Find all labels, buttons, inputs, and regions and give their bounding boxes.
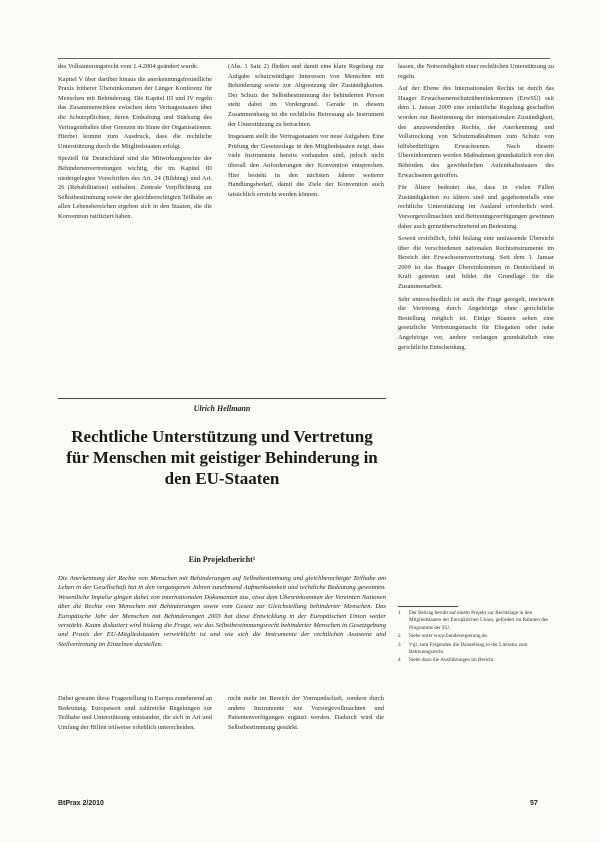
column-1-lower bbox=[58, 694, 212, 784]
article-title: Rechtliche Unterstützung und Vertretung für Menschen mit geistiger Behinderung in den EU-Staaten bbox=[66, 427, 378, 488]
paragraph: Dabei gewann diese Fragestellung in Europa zunehmend an Bedeutung. Europaweit sind zahlreiche Regelungen zur Teilhabe und Unterstützung entstanden, die sich in Art und Umfang der Hilfen teilweise erheblich unterscheiden. bbox=[58, 695, 212, 731]
paragraph: Kapitel V über darüber hinaus die anerkennungsfreundliche Praxis früherer Übereinkommen der Länger Konferenz für Menschen mit Behinderung. Die Kapitel III und IV regeln das Zusammenwirken zwischen dem Vertragsstaaten über die Schutzpflichten, deren Einhaltung und Stärkung des Vertragsinhaltes über Grenzen im Sinne der Organisationen. Hierbei kommt zum Ausdruck, dass die rechtliche Unterstützung durch die Mitgliedstaaten erfolgt. bbox=[58, 75, 212, 150]
paragraph: Soweit ersichtlich, fehlt bislang eine umfassende Übersicht über die verschiedenen nationalen Rechtsinstrumente im Bereich der Erwachsenenvertretung. Seit dem 1. Januar 2009 ist das Haager Übereinkommen in Deutschland in Kraft getreten und bildet die Grundlage für die Zusammenarbeit. bbox=[398, 235, 554, 291]
article-divider bbox=[58, 398, 386, 399]
footnote bbox=[398, 657, 554, 664]
footnote-number: 3 bbox=[398, 641, 401, 648]
page-number: 57 bbox=[530, 800, 538, 807]
paragraph: (Abs. 1 Satz 2) fließen und damit eine klare Regelung zur Aufgabe schutzwürdiger Interessen von Menschen mit Behinderung sowie zur Abgrenzung der Zuständigkeiten. Der Schutz der Selbstbestimmung der behinderten Person steht dabei im Vordergrund. Gerade in diesem Zusammenhang ist die rechtliche Betreuung als Instrument der Unterstützung zu betrachten. bbox=[228, 63, 384, 128]
column-3 bbox=[398, 62, 554, 602]
header-rule bbox=[58, 58, 550, 59]
paragraph: lassen, die Notwendigkeit einer rechtlichen Unterstützung zu regeln. bbox=[398, 63, 554, 80]
footnote-text: Siehe dazu die Ausführungen im Bericht. bbox=[409, 657, 495, 664]
footnote-number: 2 bbox=[398, 633, 401, 640]
footnote-number: 4 bbox=[398, 657, 401, 664]
column-2-lower bbox=[228, 694, 384, 784]
footnote bbox=[398, 610, 554, 632]
footnote bbox=[398, 633, 554, 640]
paragraph: Auf der Ebene des Internationalen Rechts ist durch das Haager Erwachsenenschutzübereinkommen (ErwSÜ) seit dem 1. Januar 2009 eine einheitliche Regelung geschaffen worden zur Bestimmung der internationalen Zuständigkeit, des anzuwendenden Rechts, der Anerkennung und Vollstreckung von Schutzmaßnahmen zum Schutz von hilfsbedürftigen Erwachsenen. Nach diesem Übereinkommen werden Maßnahmen grundsätzlich von den Behörden des gewöhnlichen Aufenthaltsstaates des Erwachsenen getroffen. bbox=[398, 85, 554, 179]
footnote-text: Der Beitrag beruht auf einem Projekt zur Rechtslage in den Mitgliedstaaten der Europäischen Union, gefördert im Rahmen des Programms der EU. bbox=[409, 610, 549, 631]
journal-issue: BtPrax 2/2010 bbox=[58, 800, 104, 807]
footnote-text: Siehe unter www.bundesregierung.de. bbox=[409, 633, 489, 640]
column-2-upper bbox=[228, 62, 384, 382]
footnotes bbox=[398, 610, 554, 666]
footnote-rule bbox=[398, 606, 458, 607]
footnote-text: Vgl. zum Folgenden die Darstellung in der Literatur zum Betreuungsrecht. bbox=[409, 641, 528, 656]
paragraph: des Vollsanierungsrecht vom 1.4.2004 geändert wurde. bbox=[58, 63, 199, 70]
article-author: Ulrich Hellmann bbox=[193, 404, 251, 413]
column-1-upper bbox=[58, 62, 212, 382]
footnote bbox=[398, 642, 554, 657]
paragraph: nicht mehr im Bereich der Vormundschaft, sondern durch andere Instrumente wie Vorsorgevollmachten und Patientenverfügungen ergänzt werden. Dadurch wird die Selbstbestimmung gestärkt. bbox=[228, 695, 384, 731]
paragraph: Speziell für Deutschland sind die Mitwirkungsrechte der Behindertenvertretungen wichtig, die im Kapitel III niedergelegten Vorschriften des Art. 24 (Bildung) und Art. 26 (Rehabilitation) enthalten. Zentrale Verpflichtung zur Selbstbestimmung sowie der gleichberechtigten Teilhabe an allen Lebensbereichen ergeben sich in den Staaten, die die Konvention ratifiziert haben. bbox=[58, 155, 212, 220]
paragraph: Für Ältere bedeutet das, dass in vielen Fällen Zuständigkeiten zu klären sind und gegebenenfalls eine rechtliche Unterstützung im Ausland erforderlich wird. Vorsorgevollmachten und Betreuungsverfügungen gewinnen daher auch grenzüberschreitend an Bedeutung. bbox=[398, 184, 554, 230]
paragraph: Insgesamt stellt die Vertragsstaaten vor neue Aufgaben. Eine Prüfung der Gesetzeslage in den Mitgliedstaaten zeigt, dass viele Instrumente bereits vorhanden sind, jedoch nicht überall den Anforderungen der Konvention entsprechen. Hier besteht in den nächsten Jahren weiterer Handlungsbedarf, damit die Ziele der Konvention auch tatsächlich erreicht werden können. bbox=[228, 133, 384, 198]
paragraph: Sehr unterschiedlich ist auch die Frage geregelt, inwieweit die Vertretung durch Angehörige ohne gerichtliche Bestellung möglich ist. Einige Staaten sehen eine gesetzliche Vertretungsmacht für Ehegatten oder nahe Angehörige vor, andere verlangen grundsätzlich eine gerichtliche Entscheidung. bbox=[398, 295, 554, 351]
footnote-number: 1 bbox=[398, 610, 401, 616]
article-subtitle: Ein Projektbericht¹ bbox=[188, 555, 256, 564]
article-abstract: Die Anerkennung der Rechte von Menschen mit Behinderungen auf Selbstbestimmung und gleichberechtigte Teilhabe am Leben in der Gesellschaft hat in den vergangenen Jahren zunehmend Aufmerksamkeit und rechtliche Bedeutung gewonnen. Wesentliche Impulse gingen dabei von internationalen Dokumenten aus, etwa dem Übereinkommen der Vereinten Nationen über die Rechte von Menschen mit Behinderungen sowie vom Gesetz zur Gleichstellung behinderter Menschen. Das Europäische Jahr der Menschen mit Behinderungen 2003 hat diese Entwicklung in der Europäischen Union weiter verstärkt. Kaum diskutiert wird bislang die Frage, wie das Selbstbestimmungsrecht behinderter Menschen in Gesetzgebung und Praxis der EU-Mitgliedstaaten verwirklicht ist und wie sich die Instrumente der rechtlichen Assistenz und Stellvertretung im Einzelnen darstellen. bbox=[58, 575, 386, 648]
